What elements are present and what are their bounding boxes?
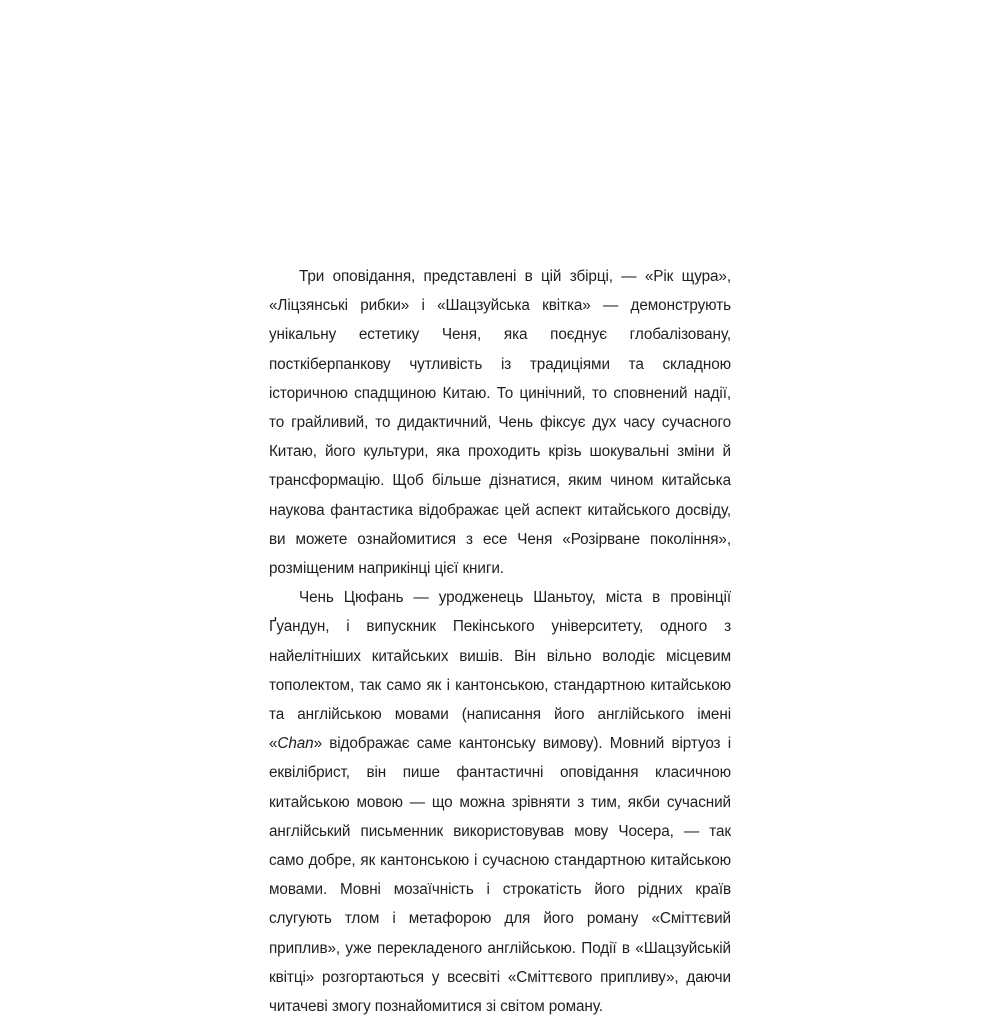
- paragraph-intro-text: Три оповідання, представлені в цій збірці, — «Рік щура», «Ліцзянські рибки» і «Шацзуйська квітка» — демонструють унікальну естетику Ченя, яка поєднує глобалізовану, посткіберпанкову чутливість із традиціями та складною історичною спадщиною Китаю. То цинічний, то сповнений надії, то грайливий, то дидактичний, Чень фіксує дух часу сучасного Китаю, його культури, яка проходить крізь шокувальні зміни й трансформацію. Щоб більше дізнатися, яким чином китайська наукова фантастика відображає цей аспект китайського досвіду, ви можете ознайомитися з есе Ченя «Розірване покоління», розміщеним наприкінці цієї книги.: [269, 268, 731, 578]
- paragraph-author-bio: [269, 583, 731, 1021]
- paragraph-author-bio-text-1: Чень Цюфань — уродженець Шаньтоу, міста в провінції Ґуандун, і випускник Пекінського університету, одного з найелітніших китайських вишів. Він вільно володіє місцевим тополектом, так само як і кантонською, стандартною китайською та англійською мовами (написання його англійського імені «: [269, 589, 731, 753]
- body-text: [269, 262, 731, 1021]
- paragraph-intro: [269, 262, 731, 583]
- paragraph-author-bio-text-2: » відображає саме кантонську вимову). Мовний віртуоз і еквілібрист, він пише фантастичні оповідання класичною китайською мовою — що можна зрівняти з тим, якби сучасний англійський письменник використовував мову Чосера, — так само добре, як кантонською і сучасною стандартною китайською мовами. Мовні мозаїчність і строкатість його рідних країв слугують тлом і метафорою для його роману «Сміттєвий приплив», уже перекладеного англійською. Події в «Шацзуйській квітці» розгортаються у всесвіті «Сміттєвого припливу», даючи читачеві змогу познайомитися зі світом роману.: [269, 735, 731, 1016]
- author-name-latin: Chan: [277, 735, 314, 753]
